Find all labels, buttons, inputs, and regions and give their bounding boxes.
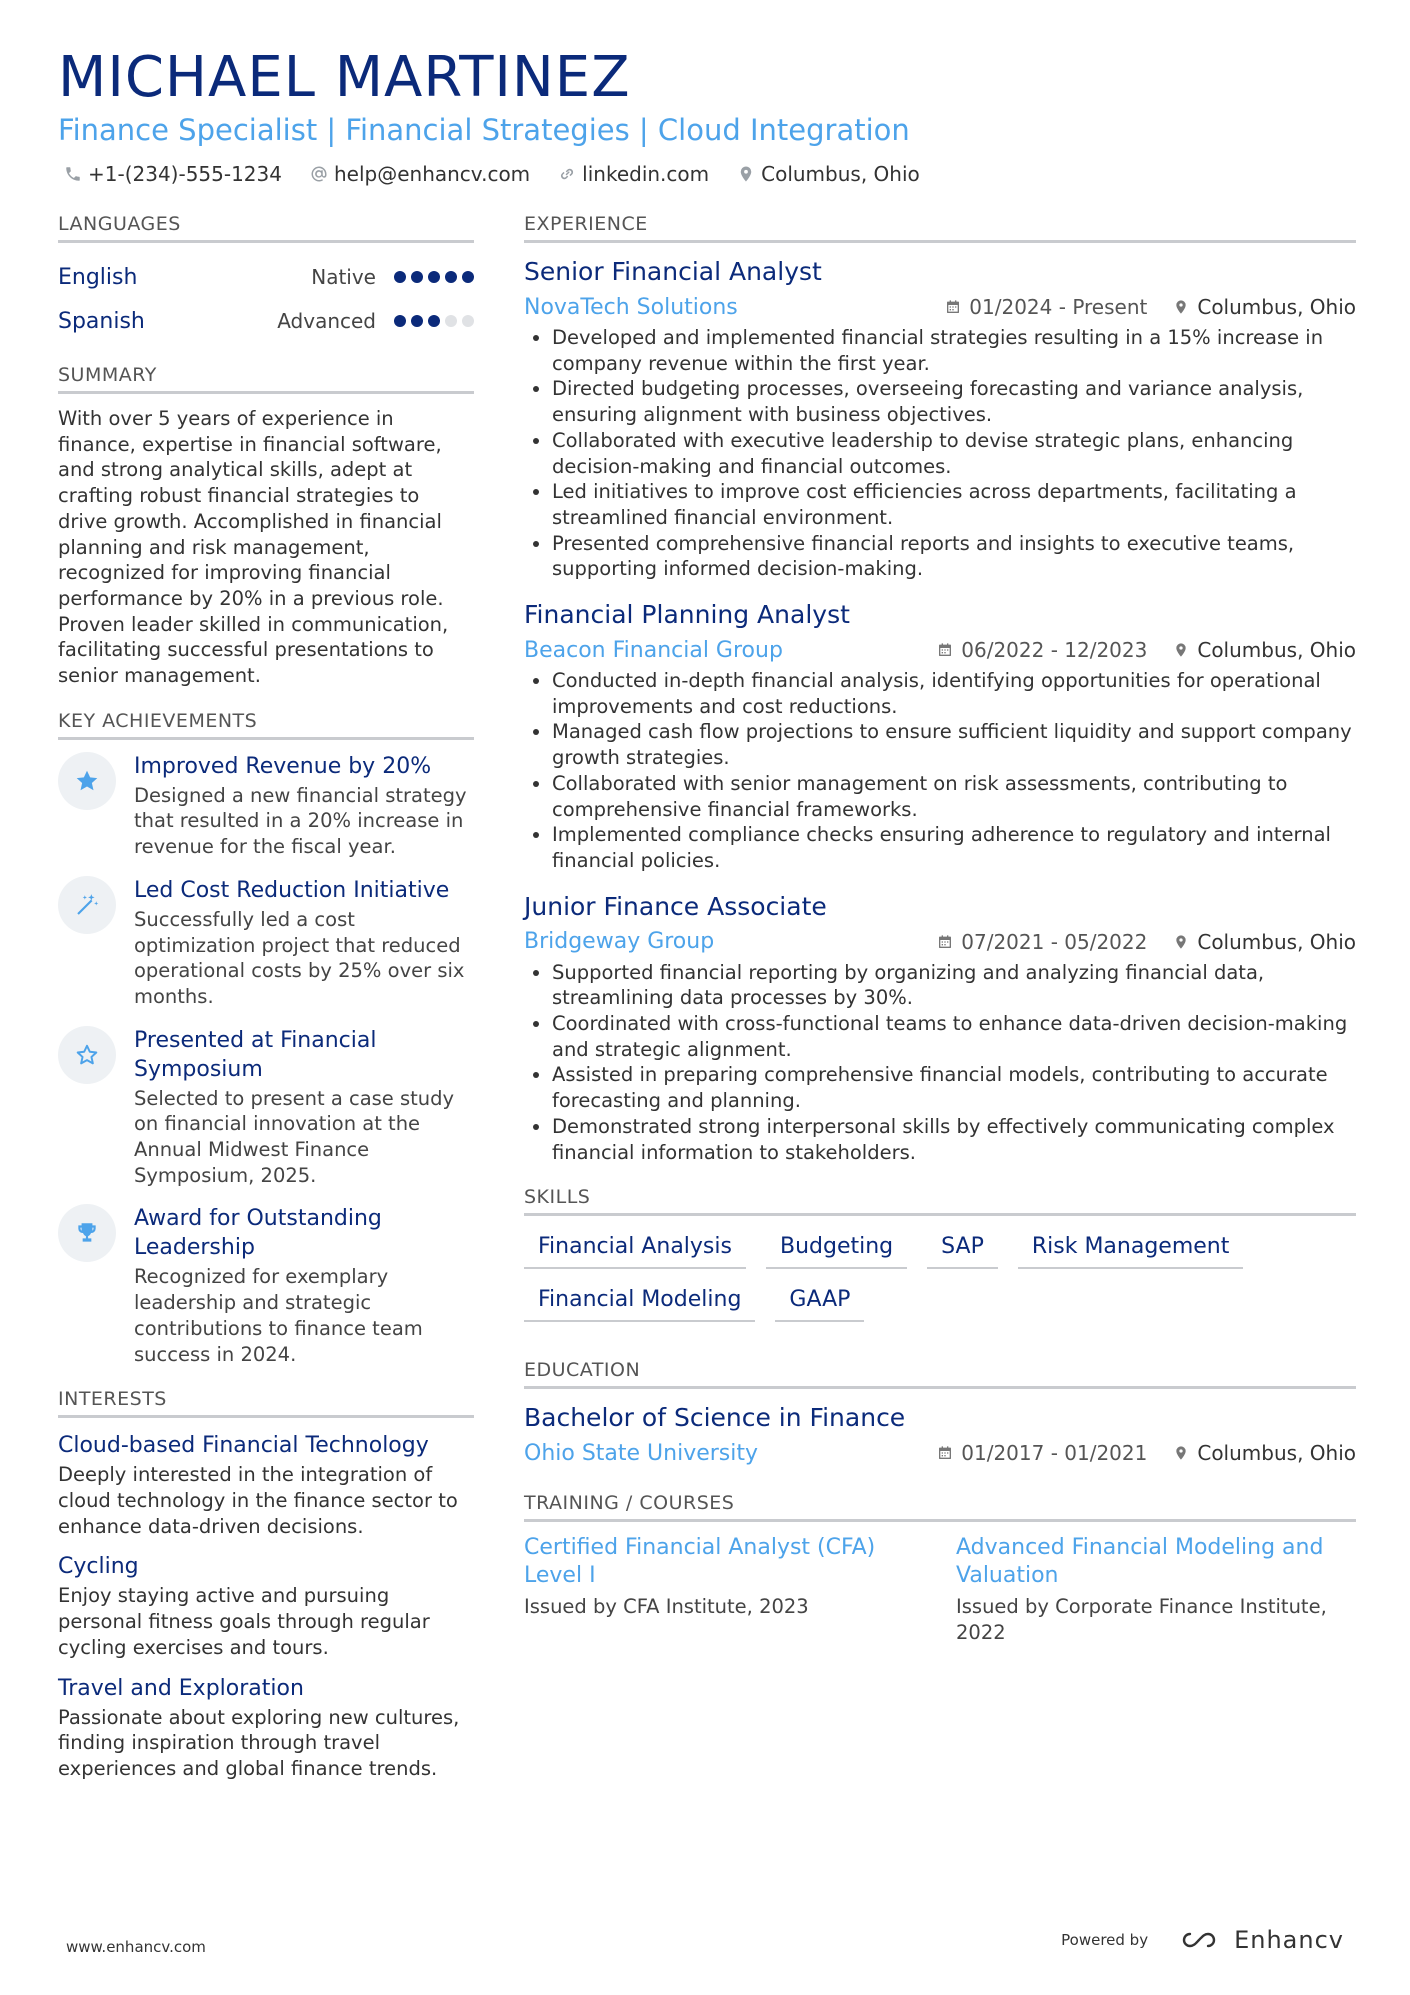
- achievement-icon-badge: [58, 876, 116, 934]
- job-title: Senior Financial Analyst: [524, 257, 822, 286]
- job-company: Bridgeway Group: [524, 929, 715, 955]
- job-bullet: • Supported financial reporting by organizing and analyzing financial data, streamlining data processes by 30%.: [552, 960, 1356, 1011]
- job-location-text: Columbus, Ohio: [1197, 929, 1356, 954]
- interest-desc: Passionate about exploring new cultures, finding inspiration through travel experiences and global finance trends.: [58, 1705, 460, 1780]
- location-icon: [1173, 1445, 1189, 1461]
- skill-tag: GAAP: [775, 1281, 864, 1322]
- job-bullet: • Conducted in-depth financial analysis, identifying opportunities for operational improvements and cost reductions.: [552, 668, 1356, 719]
- education-meta: [524, 1435, 1356, 1471]
- education-dates-text: 01/2017 - 01/2021: [961, 1441, 1148, 1466]
- interest-item: [58, 1430, 474, 1539]
- job-location: [1173, 638, 1356, 662]
- proficiency-dot: [445, 315, 457, 327]
- job-bullet: • Demonstrated strong interpersonal skills by effectively communicating complex financial information to stakeholders.: [552, 1114, 1356, 1165]
- achievements-section: [58, 709, 474, 1368]
- job-meta: [524, 632, 1356, 668]
- at-icon: [310, 165, 328, 183]
- course-item: [956, 1534, 1348, 1645]
- proficiency-dot: [428, 271, 440, 283]
- proficiency-dot: [462, 315, 474, 327]
- education-location-text: Columbus, Ohio: [1197, 1441, 1356, 1466]
- course-title: Certified Financial Analyst (CFA) Level I: [524, 1535, 876, 1589]
- skills-title: SKILLS: [524, 1185, 1356, 1216]
- proficiency-dot: [411, 271, 423, 283]
- job-bullets: [524, 325, 1356, 582]
- contact-linkedin[interactable]: [558, 162, 709, 186]
- language-level: Advanced: [277, 309, 376, 333]
- achievement-desc: Recognized for exemplary leadership and strategic contributions to finance team success in 2024.: [134, 1265, 423, 1366]
- footer-website[interactable]: www.enhancv.com: [66, 1938, 206, 1956]
- education-title: EDUCATION: [524, 1358, 1356, 1389]
- job-location-text: Columbus, Ohio: [1197, 295, 1356, 319]
- achievement-icon-badge: [58, 752, 116, 810]
- job-dates: [937, 930, 1147, 954]
- contact-location: [737, 162, 920, 186]
- achievement-desc: Designed a new financial strategy that resulted in a 20% increase in revenue for the fiscal year.: [134, 783, 467, 859]
- footer-branding: [1061, 1926, 1344, 1954]
- skills-section: [524, 1185, 1356, 1322]
- job-bullet: • Managed cash flow projections to ensure sufficient liquidity and support company growth strategies.: [552, 719, 1356, 770]
- interest-desc: Deeply interested in the integration of cloud technology in the finance sector to enhance data-driven decisions.: [58, 1463, 458, 1538]
- job-bullet: • Collaborated with senior management on risk assessments, contributing to comprehensive financial frameworks.: [552, 771, 1356, 822]
- skill-tag: Financial Modeling: [524, 1281, 755, 1322]
- course-list: [524, 1534, 1356, 1645]
- achievement-title: Award for Outstanding Leadership: [134, 1206, 382, 1261]
- magic-wand-icon: [74, 892, 100, 918]
- education-dates: [937, 1441, 1147, 1465]
- contact-bar: [64, 162, 920, 186]
- course-title: Advanced Financial Modeling and Valuation: [956, 1535, 1324, 1589]
- brand-name: Enhancv: [1234, 1926, 1344, 1954]
- language-level: Native: [311, 265, 376, 289]
- calendar-icon: [937, 934, 953, 950]
- course-desc: Issued by CFA Institute, 2023: [524, 1595, 809, 1619]
- job-bullet: • Collaborated with executive leadership to devise strategic plans, enhancing decision-making and financial outcomes.: [552, 428, 1356, 479]
- job-bullet: • Directed budgeting processes, overseeing forecasting and variance analysis, ensuring alignment with business objectives.: [552, 376, 1356, 427]
- training-title: TRAINING / COURSES: [524, 1491, 1356, 1522]
- job-location: [1173, 295, 1356, 319]
- calendar-icon: [945, 299, 961, 315]
- location-icon: [1173, 299, 1189, 315]
- training-section: [524, 1491, 1356, 1645]
- contact-email-text: help@enhancv.com: [333, 162, 531, 186]
- interests-title: INTERESTS: [58, 1387, 474, 1418]
- job-meta: [524, 289, 1356, 325]
- education-section: [524, 1358, 1356, 1471]
- contact-phone-text: +1-(234)-555-1234: [88, 162, 282, 186]
- contact-email[interactable]: [310, 162, 530, 186]
- interest-title: Cloud-based Financial Technology: [58, 1433, 429, 1459]
- skills-list: [524, 1228, 1356, 1322]
- language-name: Spanish: [58, 308, 145, 334]
- skill-tag: Risk Management: [1018, 1228, 1244, 1269]
- phone-icon: [64, 165, 82, 183]
- achievements-title: KEY ACHIEVEMENTS: [58, 709, 474, 740]
- job-dates-text: 06/2022 - 12/2023: [961, 638, 1148, 663]
- interest-item: [58, 1551, 474, 1660]
- interest-title: Cycling: [58, 1554, 139, 1580]
- achievement-item: [58, 1204, 474, 1367]
- interest-desc: Enjoy staying active and pursuing personal fitness goals through regular cycling exercises and tours.: [58, 1584, 430, 1659]
- job-bullets: [524, 668, 1356, 874]
- job-location-text: Columbus, Ohio: [1197, 638, 1356, 663]
- language-row: [58, 299, 474, 343]
- job-entry: [524, 255, 1356, 582]
- star-filled-icon: [74, 768, 100, 794]
- calendar-icon: [937, 642, 953, 658]
- achievement-icon-badge: [58, 1026, 116, 1084]
- proficiency-dot: [394, 271, 406, 283]
- location-icon: [1173, 642, 1189, 658]
- job-dates: [937, 638, 1147, 662]
- summary-section: [58, 363, 474, 689]
- job-meta: [524, 924, 1356, 960]
- achievement-desc: Selected to present a case study on financial innovation at the Annual Midwest Finance Symposium, 2025.: [134, 1086, 455, 1187]
- interests-section: [58, 1387, 474, 1781]
- job-dates: [945, 295, 1147, 319]
- proficiency-dot: [445, 271, 457, 283]
- language-row: [58, 255, 474, 299]
- language-proficiency-dots: [394, 271, 474, 283]
- enhancv-logo-icon: [1176, 1928, 1222, 1952]
- language-proficiency-dots: [394, 315, 474, 327]
- education-school: Ohio State University: [524, 1440, 759, 1466]
- interest-title: Travel and Exploration: [58, 1675, 304, 1701]
- summary-title: SUMMARY: [58, 363, 474, 394]
- language-name: English: [58, 264, 138, 290]
- job-entry: [524, 890, 1356, 1166]
- education-location: [1173, 1441, 1356, 1465]
- proficiency-dot: [411, 315, 423, 327]
- achievement-icon-badge: [58, 1204, 116, 1262]
- job-company: Beacon Financial Group: [524, 637, 783, 663]
- right-column: [524, 212, 1356, 1666]
- interest-item: [58, 1673, 474, 1782]
- skill-tag: SAP: [927, 1228, 998, 1269]
- proficiency-dot: [394, 315, 406, 327]
- achievement-title: Improved Revenue by 20%: [134, 753, 432, 779]
- education-degree: Bachelor of Science in Finance: [524, 1403, 906, 1433]
- job-title: Financial Planning Analyst: [524, 600, 850, 630]
- summary-text: With over 5 years of experience in finance, expertise in financial software, and strong analytical skills, adept at crafting robust financial strategies to drive growth. Accomplished in financial planning and risk management, recognized for improving financial performance by 20% in a previous role. Proven leader skilled in communication, facilitating successful presentations to senior management.: [58, 407, 449, 688]
- course-item: [524, 1534, 916, 1645]
- job-dates-text: 01/2024 - Present: [969, 295, 1148, 319]
- job-bullet: • Developed and implemented financial strategies resulting in a 15% increase in company revenue within the first year.: [552, 325, 1356, 376]
- calendar-icon: [937, 1445, 953, 1461]
- trophy-icon: [74, 1220, 100, 1246]
- contact-linkedin-text: linkedin.com: [582, 162, 710, 186]
- location-icon: [737, 165, 755, 183]
- job-bullet: • Assisted in preparing comprehensive financial models, contributing to accurate forecasting and planning.: [552, 1062, 1356, 1113]
- job-entry: [524, 598, 1356, 874]
- achievement-item: [58, 1026, 474, 1189]
- job-location: [1173, 930, 1356, 954]
- powered-by-label: Powered by: [1061, 1931, 1149, 1949]
- course-desc: Issued by Corporate Finance Institute, 2022: [956, 1595, 1327, 1644]
- left-column: [58, 212, 474, 1802]
- candidate-name: MICHAEL MARTINEZ: [58, 45, 631, 110]
- link-icon: [558, 165, 576, 183]
- achievement-item: [58, 752, 474, 860]
- job-bullet: • Coordinated with cross-functional teams to enhance data-driven decision-making and strategic alignment.: [552, 1011, 1356, 1062]
- achievement-desc: Successfully led a cost optimization project that reduced operational costs by 25% over six months.: [134, 907, 465, 1008]
- skill-tag: Budgeting: [766, 1228, 907, 1269]
- contact-phone[interactable]: [64, 162, 282, 186]
- proficiency-dot: [428, 315, 440, 327]
- achievement-item: [58, 876, 474, 1010]
- headline: Finance Specialist | Financial Strategies | Cloud Integration: [58, 113, 910, 147]
- experience-section: [524, 212, 1356, 1165]
- contact-location-text: Columbus, Ohio: [761, 162, 920, 186]
- achievement-title: Presented at Financial Symposium: [134, 1027, 377, 1082]
- location-icon: [1173, 934, 1189, 950]
- experience-title: EXPERIENCE: [524, 212, 1356, 243]
- job-title: Junior Finance Associate: [524, 891, 827, 921]
- languages-section: [58, 212, 474, 343]
- job-dates-text: 07/2021 - 05/2022: [961, 929, 1148, 954]
- job-bullet: • Implemented compliance checks ensuring adherence to regulatory and internal financial policies.: [552, 822, 1356, 873]
- job-bullet: • Presented comprehensive financial reports and insights to executive teams, supporting informed decision-making.: [552, 531, 1356, 582]
- job-bullets: [524, 960, 1356, 1166]
- star-outline-icon: [74, 1042, 100, 1068]
- achievement-title: Led Cost Reduction Initiative: [134, 877, 450, 903]
- job-bullet: • Led initiatives to improve cost efficiencies across departments, facilitating a streamlined financial environment.: [552, 479, 1356, 530]
- skill-tag: Financial Analysis: [524, 1228, 746, 1269]
- proficiency-dot: [462, 271, 474, 283]
- languages-title: LANGUAGES: [58, 212, 474, 243]
- job-company: NovaTech Solutions: [524, 294, 738, 320]
